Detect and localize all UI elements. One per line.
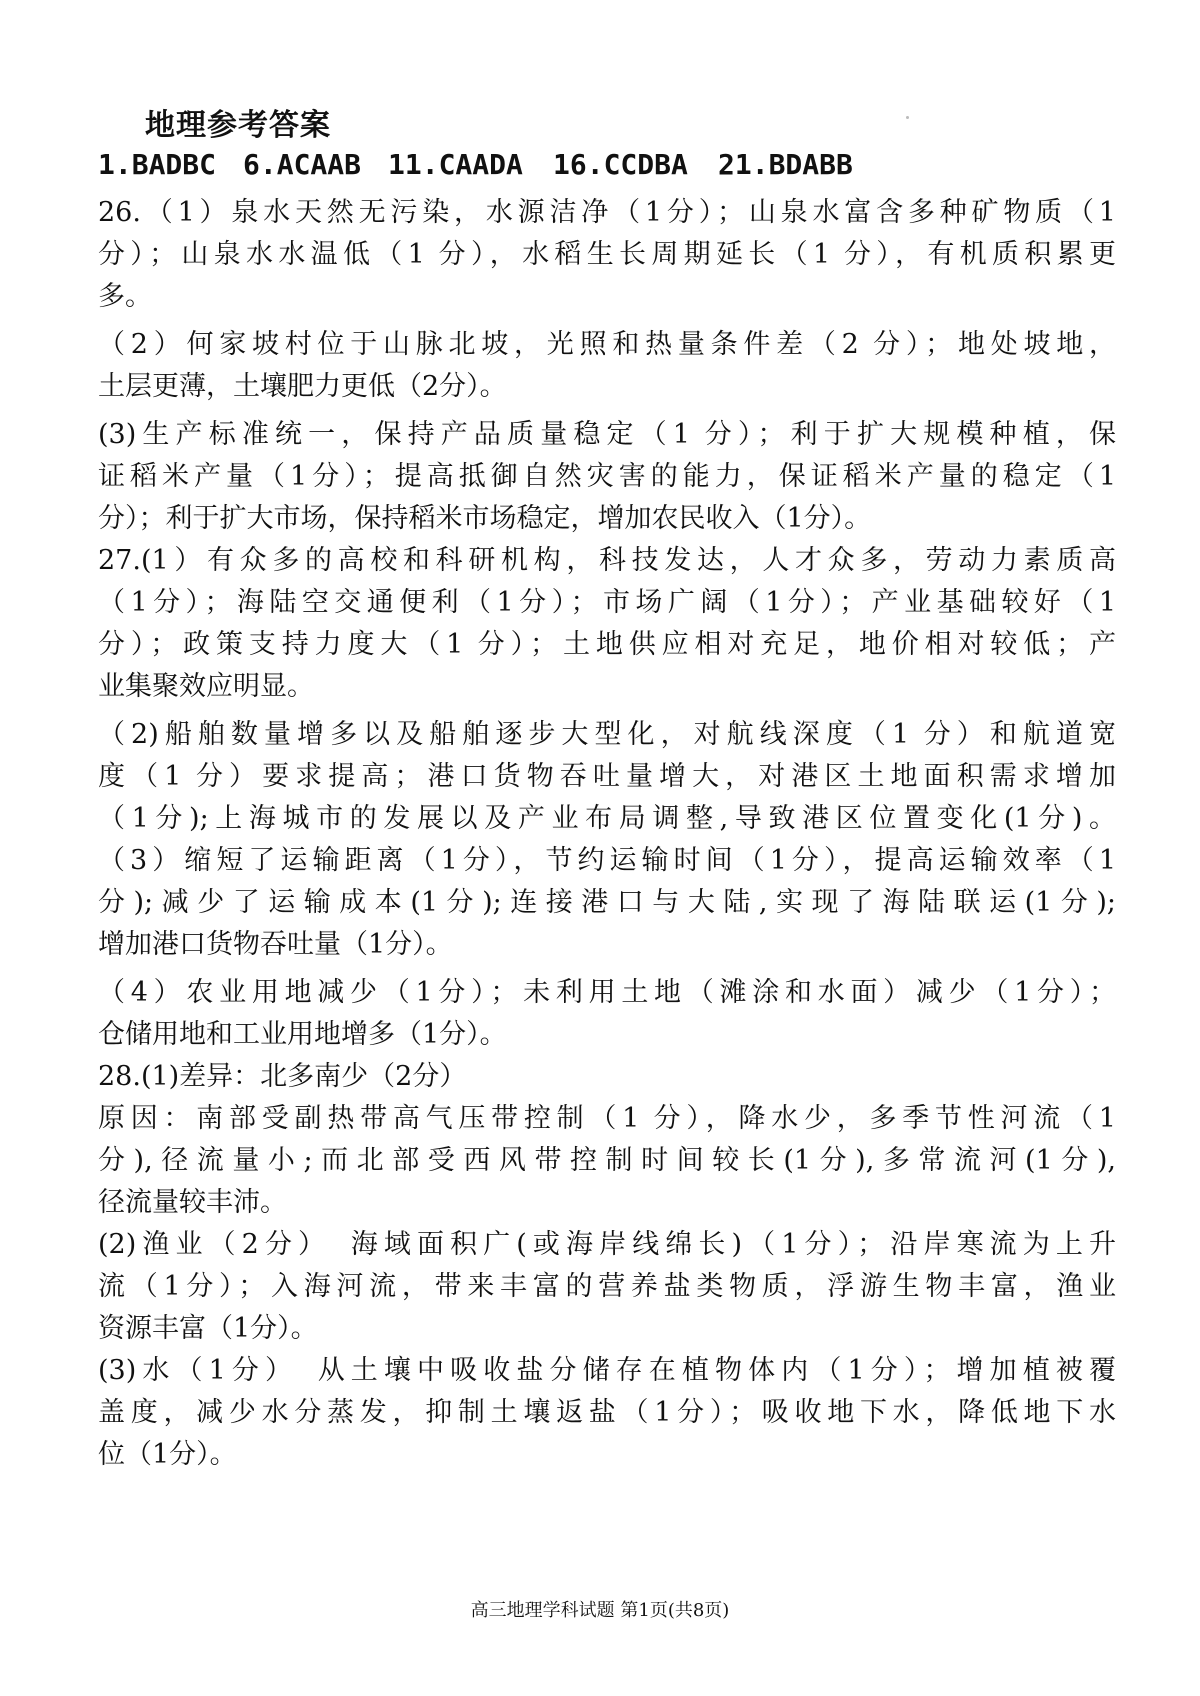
- answer-line: 28.(1)差异：北多南少（2分）: [98, 1061, 467, 1092]
- mc-answer-group-1: 1.BADBC: [98, 148, 217, 181]
- answer-line: （1分）；海陆空交通便利（1分）；市场广阔（1分）；产业基础较好（1: [98, 587, 1116, 618]
- mc-answer-group-2: 6.ACAAB: [243, 148, 362, 181]
- answer-line: 径流量较丰沛。: [98, 1187, 287, 1218]
- answer-line: 资源丰富（1分）。: [98, 1313, 318, 1344]
- page-footer: 高三地理学科试题 第1页(共8页): [470, 1600, 730, 1621]
- answer-line: 多。: [98, 281, 152, 312]
- answer-line: 盖度，减少水分蒸发，抑制土壤返盐（1分）；吸收地下水，降低地下水: [98, 1397, 1116, 1428]
- answer-line: (3)生产标准统一，保持产品质量稳定（1 分）；利于扩大规模种植，保: [98, 419, 1116, 450]
- mc-answer-group-3: 11.CAADA: [388, 148, 523, 181]
- answer-line: 位（1分）。: [98, 1439, 237, 1470]
- answer-line: 原因：南部受副热带高气压带控制（1 分），降水少，多季节性河流（1: [98, 1103, 1116, 1134]
- answer-line: 26.（1）泉水天然无污染，水源洁净（1分）；山泉水富含多种矿物质（1: [98, 197, 1116, 228]
- mc-answer-group-5: 21.BDABB: [718, 148, 853, 181]
- answer-question-28: [98, 1056, 1116, 1476]
- answer-question-26: [98, 192, 1116, 540]
- answer-line: （2)船舶数量增多以及船舶逐步大型化，对航线深度（1 分）和航道宽: [98, 719, 1116, 750]
- answer-line: (3)水（1分） 从土壤中吸收盐分储存在植物体内（1分）；增加植被覆: [98, 1355, 1116, 1386]
- answer-line: 仓储用地和工业用地增多（1分）。: [98, 1019, 507, 1050]
- answer-question-27: [98, 540, 1116, 1056]
- answer-line: 分）；山泉水水温低（1 分），水稻生长周期延长（1 分），有机质积累更: [98, 239, 1116, 270]
- answer-line: 分）；政策支持力度大（1 分）；土地供应相对充足，地价相对较低；产: [98, 629, 1116, 660]
- answer-body: [98, 192, 1116, 1476]
- answer-line: 证稻米产量（1分）；提高抵御自然灾害的能力，保证稻米产量的稳定（1: [98, 461, 1116, 492]
- answer-line: 分);减少了运输成本(1分);连接港口与大陆,实现了海陆联运(1分);: [98, 887, 1116, 918]
- multiple-choice-answers: [98, 148, 1118, 188]
- answer-line: （3）缩短了运输距离（1分），节约运输时间（1分），提高运输效率（1: [98, 845, 1116, 876]
- answer-line: 度（1 分）要求提高；港口货物吞吐量增大，对港区土地面积需求增加: [98, 761, 1116, 792]
- answer-line: 分）；利于扩大市场，保持稻米市场稳定，增加农民收入（1分）。: [98, 503, 872, 534]
- scan-speck: [906, 116, 909, 119]
- page-title: 地理参考答案: [145, 108, 331, 143]
- answer-line: （4）农业用地减少（1分）；未利用土地（滩涂和水面）减少（1分）；: [98, 977, 1116, 1008]
- answer-line: 增加港口货物吞吐量（1分）。: [98, 929, 453, 960]
- answer-line: 土层更薄，土壤肥力更低（2分）。: [98, 371, 507, 402]
- mc-answer-group-4: 16.CCDBA: [553, 148, 688, 181]
- answer-line: (2)渔业（2分） 海域面积广(或海岸线绵长)（1分）；沿岸寒流为上升: [98, 1229, 1116, 1260]
- answer-line: （1分);上海城市的发展以及产业布局调整,导致港区位置变化(1分)。: [98, 803, 1116, 834]
- answer-line: 流（1分）；入海河流，带来丰富的营养盐类物质，浮游生物丰富，渔业: [98, 1271, 1116, 1302]
- answer-line: 业集聚效应明显。: [98, 671, 314, 702]
- answer-line: （2）何家坡村位于山脉北坡，光照和热量条件差（2 分）；地处坡地，: [98, 329, 1116, 360]
- answer-line: 分),径流量小;而北部受西风带控制时间较长(1分),多常流河(1分),: [98, 1145, 1116, 1176]
- answer-line: 27.(1）有众多的高校和科研机构，科技发达，人才众多，劳动力素质高: [98, 545, 1116, 576]
